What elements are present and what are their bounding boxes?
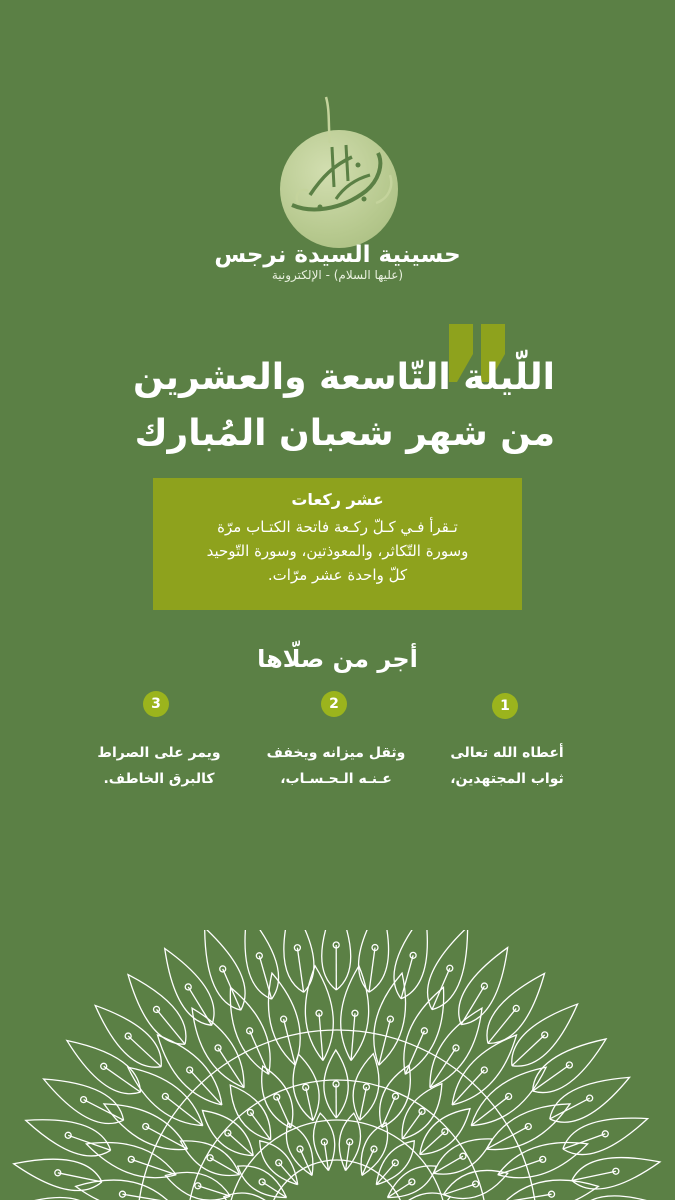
reward-item-1-line-1: أعطاه الله تعالى bbox=[450, 745, 564, 761]
reward-item-2 bbox=[261, 740, 411, 792]
page-title bbox=[60, 350, 555, 462]
reward-number-1: 1 bbox=[492, 693, 518, 719]
reward-number-2: 2 bbox=[321, 691, 347, 717]
org-name: حسينية السيدة نرجس bbox=[214, 242, 461, 268]
reward-item-2-line-1: وثقل ميزانه ويخفف bbox=[266, 745, 406, 761]
rewards-heading: أجر من صلّاها bbox=[257, 645, 418, 673]
org-subtitle: (عليها السلام) - الإلكترونية bbox=[271, 268, 404, 282]
mandala-ornament bbox=[0, 930, 675, 1200]
prayer-line-3: كلّ واحدة عشر مرّات. bbox=[267, 566, 408, 584]
title-line-1: اللّيلة التّاسعة والعشرين bbox=[133, 357, 555, 398]
prayer-heading: عشر ركعات bbox=[291, 490, 384, 509]
logo-emblem-icon bbox=[270, 95, 410, 235]
prayer-box bbox=[153, 478, 522, 610]
prayer-line-1: تـقرأ فـي كـلّ ركـعة فاتحة الكتـاب مرّة bbox=[217, 518, 458, 536]
reward-item-3-line-1: ويمر على الصراط bbox=[97, 745, 221, 761]
title-line-2: من شهر شعبان المُبارك bbox=[134, 413, 555, 454]
prayer-text bbox=[153, 515, 522, 587]
reward-number-3: 3 bbox=[143, 691, 169, 717]
reward-item-1 bbox=[432, 740, 582, 792]
reward-item-3-line-2: كالبرق الخاطف. bbox=[103, 771, 215, 787]
reward-item-3 bbox=[84, 740, 234, 792]
prayer-line-2: وسورة التّكاثر، والمعوذتين، وسورة التّوحيد bbox=[206, 542, 469, 560]
reward-item-1-line-2: ثواب المجتهدين، bbox=[450, 771, 564, 787]
reward-item-2-line-2: عـنـه الـحـسـاب، bbox=[280, 771, 392, 787]
